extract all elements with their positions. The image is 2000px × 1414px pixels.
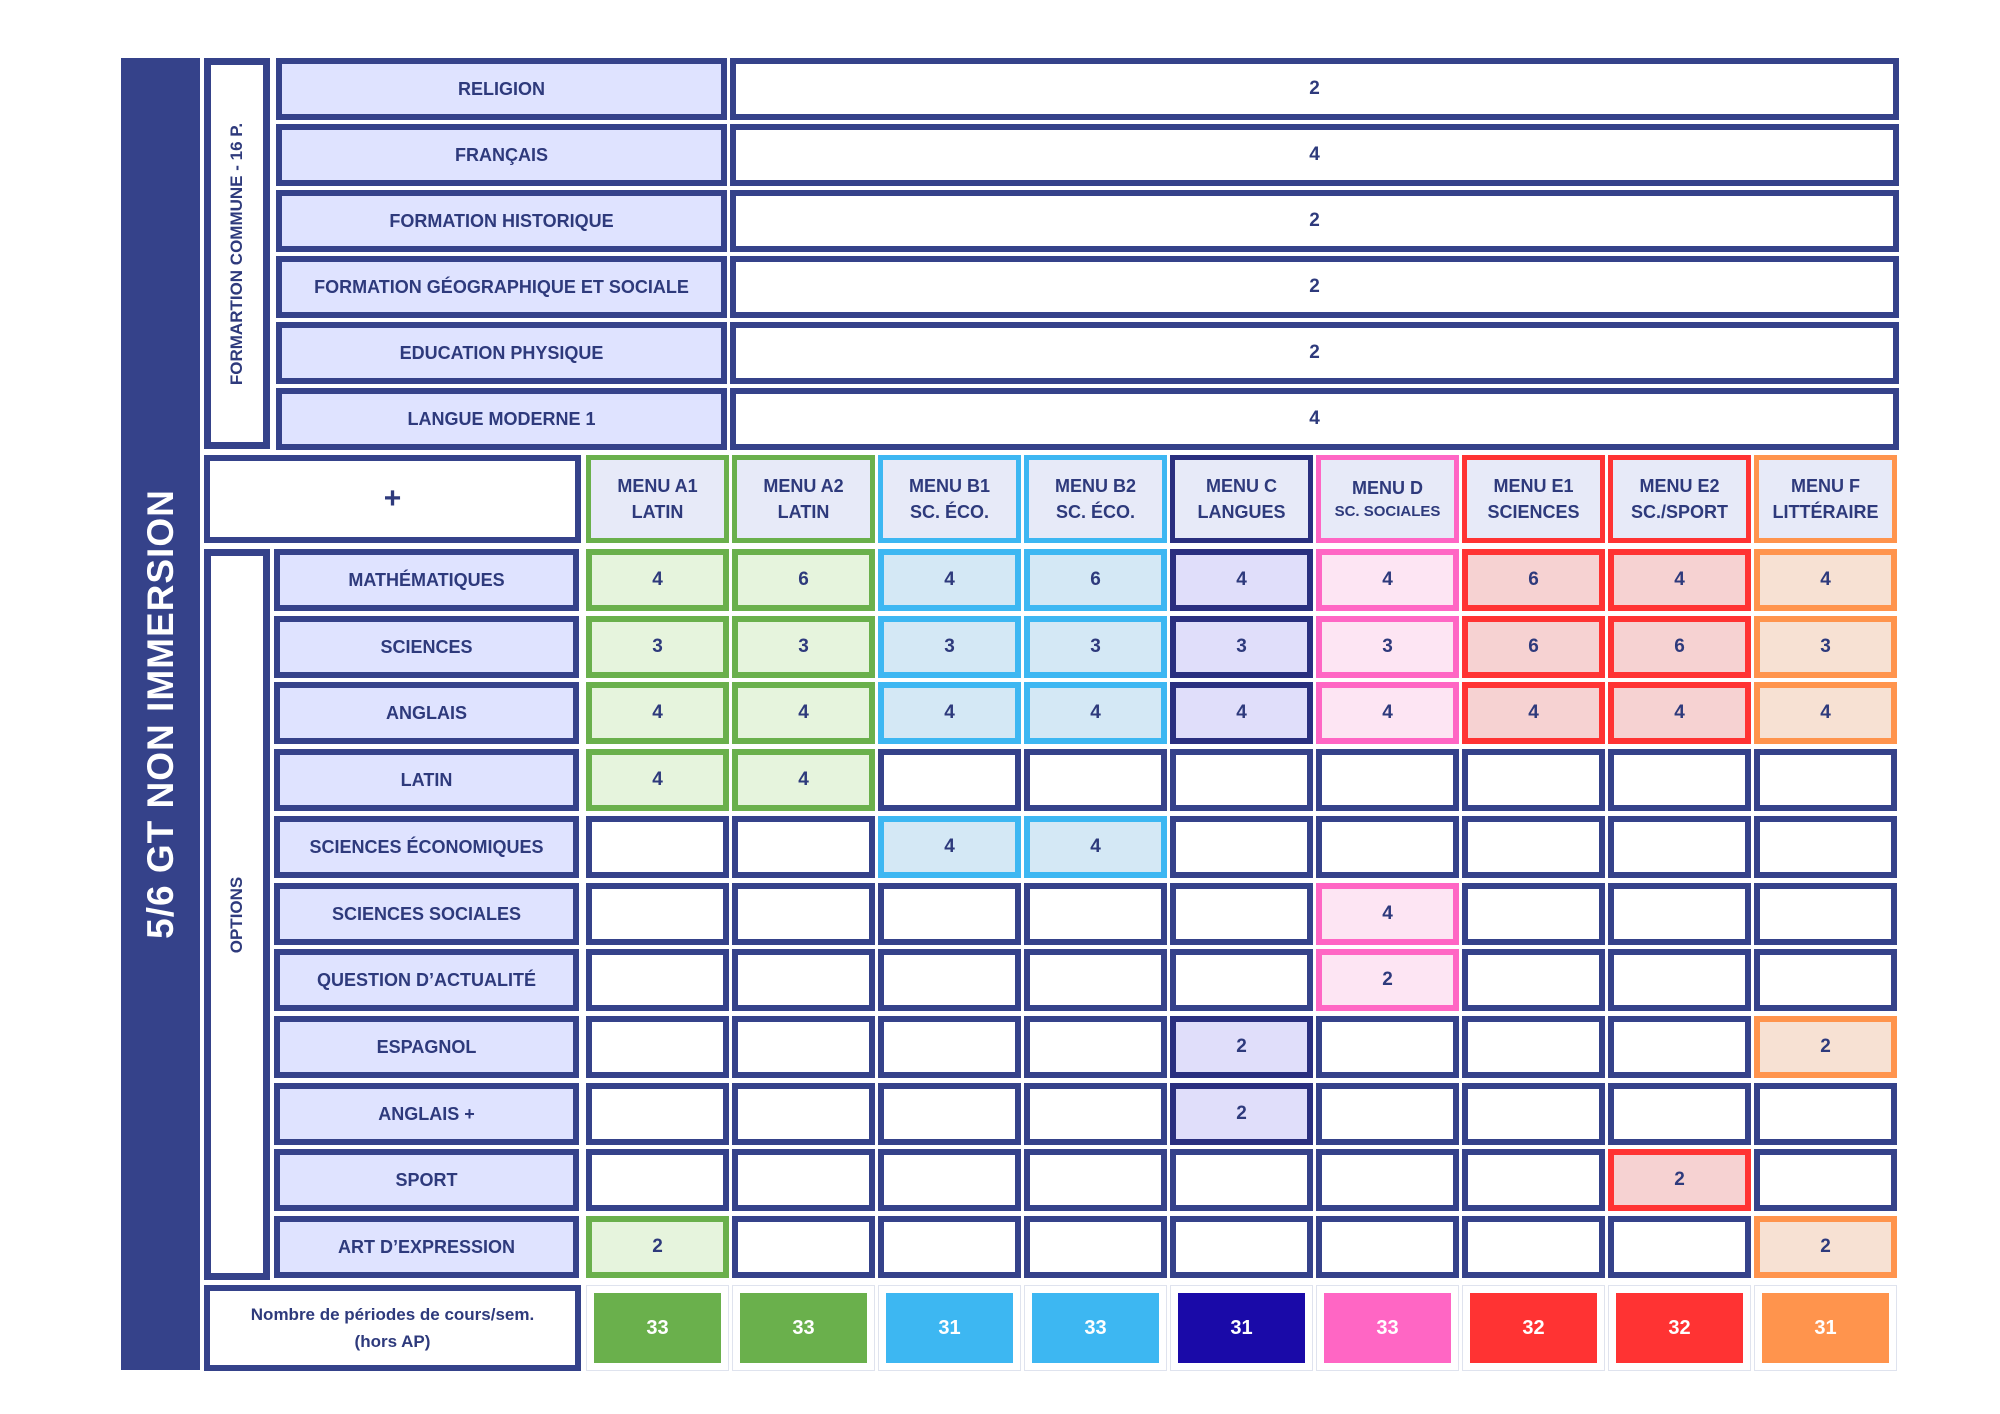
option-cell: 4 [1316, 549, 1459, 611]
option-cell: 4 [878, 682, 1021, 744]
option-cell: 4 [586, 749, 729, 811]
menu-header-subtitle: SC. SOCIALES [1334, 503, 1441, 521]
menu-header-subtitle: LATIN [777, 502, 830, 522]
option-cell: 2 [1608, 1149, 1751, 1211]
menu-header [1608, 455, 1751, 543]
total-cell [1170, 1285, 1313, 1371]
option-cell: 4 [586, 682, 729, 744]
total-value: 33 [1032, 1293, 1159, 1363]
option-cell: 4 [1754, 549, 1897, 611]
option-subject: SCIENCES [274, 616, 579, 678]
common-periods-value: 2 [730, 322, 1899, 384]
option-cell [1316, 816, 1459, 878]
option-cell: 4 [1462, 682, 1605, 744]
option-cell [1608, 1083, 1751, 1145]
option-cell [1462, 883, 1605, 945]
common-subject: RELIGION [276, 58, 727, 120]
option-cell [1608, 1016, 1751, 1078]
menu-header-title: MENU D [1352, 478, 1423, 499]
menu-header-title: MENU A2 [763, 475, 844, 496]
menu-header-subtitle: LANGUES [1197, 502, 1286, 522]
menu-header-subtitle: SC. ÉCO. [909, 502, 989, 522]
option-cell [1024, 1149, 1167, 1211]
menu-header-title: MENU C [1206, 475, 1277, 496]
option-cell: 4 [732, 682, 875, 744]
option-cell: 4 [1754, 682, 1897, 744]
option-cell [1754, 1083, 1897, 1145]
option-subject: QUESTION D’ACTUALITÉ [274, 949, 579, 1011]
common-subject: LANGUE MODERNE 1 [276, 388, 727, 450]
option-cell [1170, 1216, 1313, 1278]
option-cell [1024, 1083, 1167, 1145]
common-subject: FRANÇAIS [276, 124, 727, 186]
menu-header-subtitle: SC. ÉCO. [1055, 502, 1135, 522]
side-title-bar [121, 58, 200, 1370]
option-subject: SPORT [274, 1149, 579, 1211]
option-cell [1462, 749, 1605, 811]
menu-header-title: MENU B1 [908, 475, 990, 496]
total-value: 33 [740, 1293, 867, 1363]
option-cell [1170, 883, 1313, 945]
option-cell: 6 [1462, 549, 1605, 611]
option-cell: 4 [1316, 682, 1459, 744]
side-title: 5/6 GT NON IMMERSION [139, 489, 181, 939]
option-cell: 2 [1170, 1016, 1313, 1078]
option-subject: LATIN [274, 749, 579, 811]
option-cell [1462, 1016, 1605, 1078]
option-cell: 2 [586, 1216, 729, 1278]
option-cell [878, 883, 1021, 945]
menu-header-title: MENU E1 [1493, 475, 1574, 496]
option-cell [732, 1216, 875, 1278]
option-cell [878, 1016, 1021, 1078]
menu-header [1462, 455, 1605, 543]
common-periods-value: 4 [730, 388, 1899, 450]
menu-header-title: MENU E2 [1639, 475, 1720, 496]
total-cell [1024, 1285, 1167, 1371]
option-cell: 3 [878, 616, 1021, 678]
option-cell [586, 949, 729, 1011]
option-cell [1754, 949, 1897, 1011]
option-cell [1316, 1083, 1459, 1145]
option-cell [1462, 949, 1605, 1011]
option-subject: SCIENCES ÉCONOMIQUES [274, 816, 579, 878]
option-cell [586, 1016, 729, 1078]
option-subject: ANGLAIS + [274, 1083, 579, 1145]
option-cell [586, 1083, 729, 1145]
option-cell [1754, 1149, 1897, 1211]
option-cell [1462, 1083, 1605, 1145]
option-cell: 4 [1316, 883, 1459, 945]
common-periods-value: 2 [730, 58, 1899, 120]
total-value: 32 [1616, 1293, 1743, 1363]
menu-header-title: MENU A1 [617, 475, 698, 496]
option-cell: 6 [732, 549, 875, 611]
option-cell [1462, 1216, 1605, 1278]
option-cell [1316, 749, 1459, 811]
option-cell [1024, 1016, 1167, 1078]
totals-label-line1: Nombre de périodes de cours/sem. [250, 1304, 535, 1324]
common-training-label-box [204, 58, 270, 449]
option-subject: ESPAGNOL [274, 1016, 579, 1078]
common-periods-value: 2 [730, 190, 1899, 252]
option-cell: 2 [1316, 949, 1459, 1011]
menu-header-title: MENU F [1791, 475, 1860, 496]
common-subject: FORMATION HISTORIQUE [276, 190, 727, 252]
option-cell [878, 949, 1021, 1011]
total-cell [1316, 1285, 1459, 1371]
option-cell [732, 1083, 875, 1145]
total-cell [732, 1285, 875, 1371]
option-cell [1754, 816, 1897, 878]
option-cell: 6 [1024, 549, 1167, 611]
totals-label [204, 1285, 581, 1371]
plus-box: + [204, 455, 581, 543]
option-cell [1754, 883, 1897, 945]
option-cell [732, 1149, 875, 1211]
option-cell: 2 [1754, 1216, 1897, 1278]
total-value: 31 [1178, 1293, 1305, 1363]
option-cell [878, 1216, 1021, 1278]
option-cell: 4 [878, 816, 1021, 878]
option-cell [1316, 1149, 1459, 1211]
option-cell [732, 816, 875, 878]
total-cell [1754, 1285, 1897, 1371]
common-periods-value: 2 [730, 256, 1899, 318]
option-cell: 4 [1024, 816, 1167, 878]
common-subject: FORMATION GÉOGRAPHIQUE ET SOCIALE [276, 256, 727, 318]
total-cell [1608, 1285, 1751, 1371]
menu-header [1316, 455, 1459, 543]
option-cell: 3 [1170, 616, 1313, 678]
option-cell [732, 1016, 875, 1078]
option-cell [1170, 816, 1313, 878]
total-value: 33 [594, 1293, 721, 1363]
total-value: 33 [1324, 1293, 1451, 1363]
option-cell [1462, 816, 1605, 878]
menu-header-subtitle: SC./SPORT [1630, 502, 1728, 522]
option-cell: 3 [1316, 616, 1459, 678]
option-cell [1608, 749, 1751, 811]
option-subject: ANGLAIS [274, 682, 579, 744]
option-cell [732, 949, 875, 1011]
option-cell [1608, 949, 1751, 1011]
option-cell [1608, 1216, 1751, 1278]
option-cell [1024, 949, 1167, 1011]
options-label-box [204, 549, 270, 1280]
option-cell [586, 883, 729, 945]
option-cell [1608, 883, 1751, 945]
menu-header-subtitle: LATIN [631, 502, 684, 522]
total-cell [586, 1285, 729, 1371]
menu-header-title: MENU B2 [1054, 475, 1136, 496]
option-cell: 4 [1608, 682, 1751, 744]
total-cell [878, 1285, 1021, 1371]
option-cell: 3 [732, 616, 875, 678]
option-cell [1170, 1149, 1313, 1211]
total-value: 32 [1470, 1293, 1597, 1363]
option-cell [878, 1149, 1021, 1211]
menu-header [1024, 455, 1167, 543]
option-cell [878, 1083, 1021, 1145]
option-cell: 3 [1754, 616, 1897, 678]
option-cell [586, 1149, 729, 1211]
option-cell [586, 816, 729, 878]
options-label: OPTIONS [227, 876, 246, 953]
option-cell [1024, 749, 1167, 811]
total-value: 31 [886, 1293, 1013, 1363]
option-cell: 4 [1170, 682, 1313, 744]
option-cell: 2 [1754, 1016, 1897, 1078]
common-periods-value: 4 [730, 124, 1899, 186]
menu-header [878, 455, 1021, 543]
option-cell: 3 [586, 616, 729, 678]
menu-header [1170, 455, 1313, 543]
option-subject: SCIENCES SOCIALES [274, 883, 579, 945]
common-subject: EDUCATION PHYSIQUE [276, 322, 727, 384]
total-cell [1462, 1285, 1605, 1371]
option-subject: MATHÉMATIQUES [274, 549, 579, 611]
total-value: 31 [1762, 1293, 1889, 1363]
option-cell [878, 749, 1021, 811]
option-cell [1024, 1216, 1167, 1278]
option-cell: 6 [1462, 616, 1605, 678]
menu-header-subtitle: LITTÉRAIRE [1772, 502, 1879, 522]
option-cell [1462, 1149, 1605, 1211]
menu-header [1754, 455, 1897, 543]
option-cell: 4 [732, 749, 875, 811]
menu-header [586, 455, 729, 543]
menu-header [732, 455, 875, 543]
option-cell: 2 [1170, 1083, 1313, 1145]
option-cell [1170, 749, 1313, 811]
option-cell: 4 [878, 549, 1021, 611]
option-cell: 4 [1608, 549, 1751, 611]
common-training-label: FORMARTION COMMUNE - 16 P. [227, 122, 246, 385]
option-cell [1316, 1216, 1459, 1278]
option-cell: 4 [1024, 682, 1167, 744]
option-cell [1608, 816, 1751, 878]
option-subject: ART D’EXPRESSION [274, 1216, 579, 1278]
option-cell: 6 [1608, 616, 1751, 678]
option-cell [1024, 883, 1167, 945]
option-cell: 4 [586, 549, 729, 611]
option-cell [1316, 1016, 1459, 1078]
option-cell [1170, 949, 1313, 1011]
option-cell: 3 [1024, 616, 1167, 678]
option-cell [732, 883, 875, 945]
option-cell: 4 [1170, 549, 1313, 611]
menu-header-subtitle: SCIENCES [1487, 502, 1580, 522]
option-cell [1754, 749, 1897, 811]
totals-label-line2: (hors AP) [354, 1332, 431, 1351]
